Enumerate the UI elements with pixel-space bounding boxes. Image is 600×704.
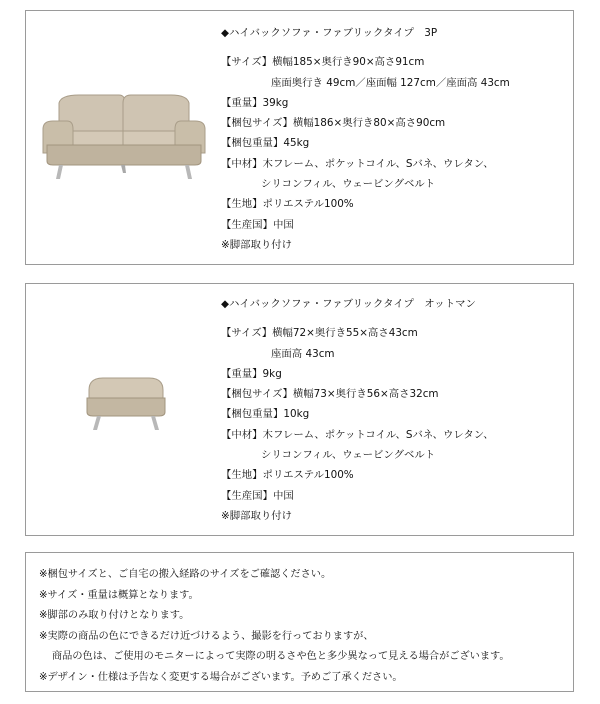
spec-filling: 【中材】木フレーム、ポケットコイル、Sバネ、ウレタン、 [221,428,494,441]
spec-size: 【サイズ】横幅185×奥行き90×高さ91cm [221,56,425,69]
spec-fabric: 【生地】ポリエステル100% [221,469,354,482]
spec-seat: 座面高 43cm [271,347,335,360]
spec-origin: 【生産国】中国 [221,489,294,502]
spec-seat: 座面奥行き 49cm／座面幅 127cm／座面高 43cm [271,76,510,89]
ottoman-title: ◆ハイバックソファ・ファブリックタイプ オットマン [221,298,476,310]
spec-size: 【サイズ】横幅72×奥行き55×高さ43cm [221,327,418,340]
note-item: ※実際の商品の色にできるだけ近づけるよう、撮影を行っておりますが、 [39,630,374,642]
note-item: ※梱包サイズと、ご自宅の搬入経路のサイズをご確認ください。 [39,569,332,580]
ottoman-image [81,364,171,439]
spec-origin: 【生産国】中国 [221,218,294,231]
spec-legs-note: ※脚部取り付け [221,509,293,522]
spec-filling-cont: シリコンフィル、ウェービングベルト [261,449,436,462]
spec-package-weight: 【梱包重量】10kg [221,408,310,421]
spec-fabric: 【生地】ポリエステル100% [221,198,354,211]
spec-package-size: 【梱包サイズ】横幅186×奥行き80×高さ90cm [221,117,446,130]
spec-legs-note: ※脚部取り付け [221,238,293,251]
spec-filling-cont: シリコンフィル、ウェービングベルト [261,178,436,191]
sofa-3p-image [39,81,209,191]
sofa-3p-title: ◆ハイバックソファ・ファブリックタイプ 3P [221,27,438,39]
spec-weight: 【重量】39kg [221,96,289,109]
ottoman-panel [25,283,574,536]
spec-package-size: 【梱包サイズ】横幅73×奥行き56×高さ32cm [221,388,439,401]
ottoman-spec [221,294,567,526]
sofa-3p-panel [25,10,574,265]
spec-package-weight: 【梱包重量】45kg [221,137,310,150]
notes-panel [25,552,574,692]
note-item: ※サイズ・重量は概算となります。 [39,589,199,601]
note-item: ※脚部のみ取り付けとなります。 [39,610,190,621]
ottoman-illustration [81,364,171,439]
spec-filling: 【中材】木フレーム、ポケットコイル、Sバネ、ウレタン、 [221,157,494,170]
note-item: 商品の色は、ご使用のモニターによって実際の明るさや色と多少異なって見える場合がございます。 [52,651,510,662]
notes-list [39,565,510,688]
sofa-3p-spec [221,23,567,255]
sofa-illustration [39,81,209,191]
note-item: ※デザイン・仕様は予告なく変更する場合がございます。予めご了承ください。 [39,671,403,683]
spec-weight: 【重量】9kg [221,367,282,380]
